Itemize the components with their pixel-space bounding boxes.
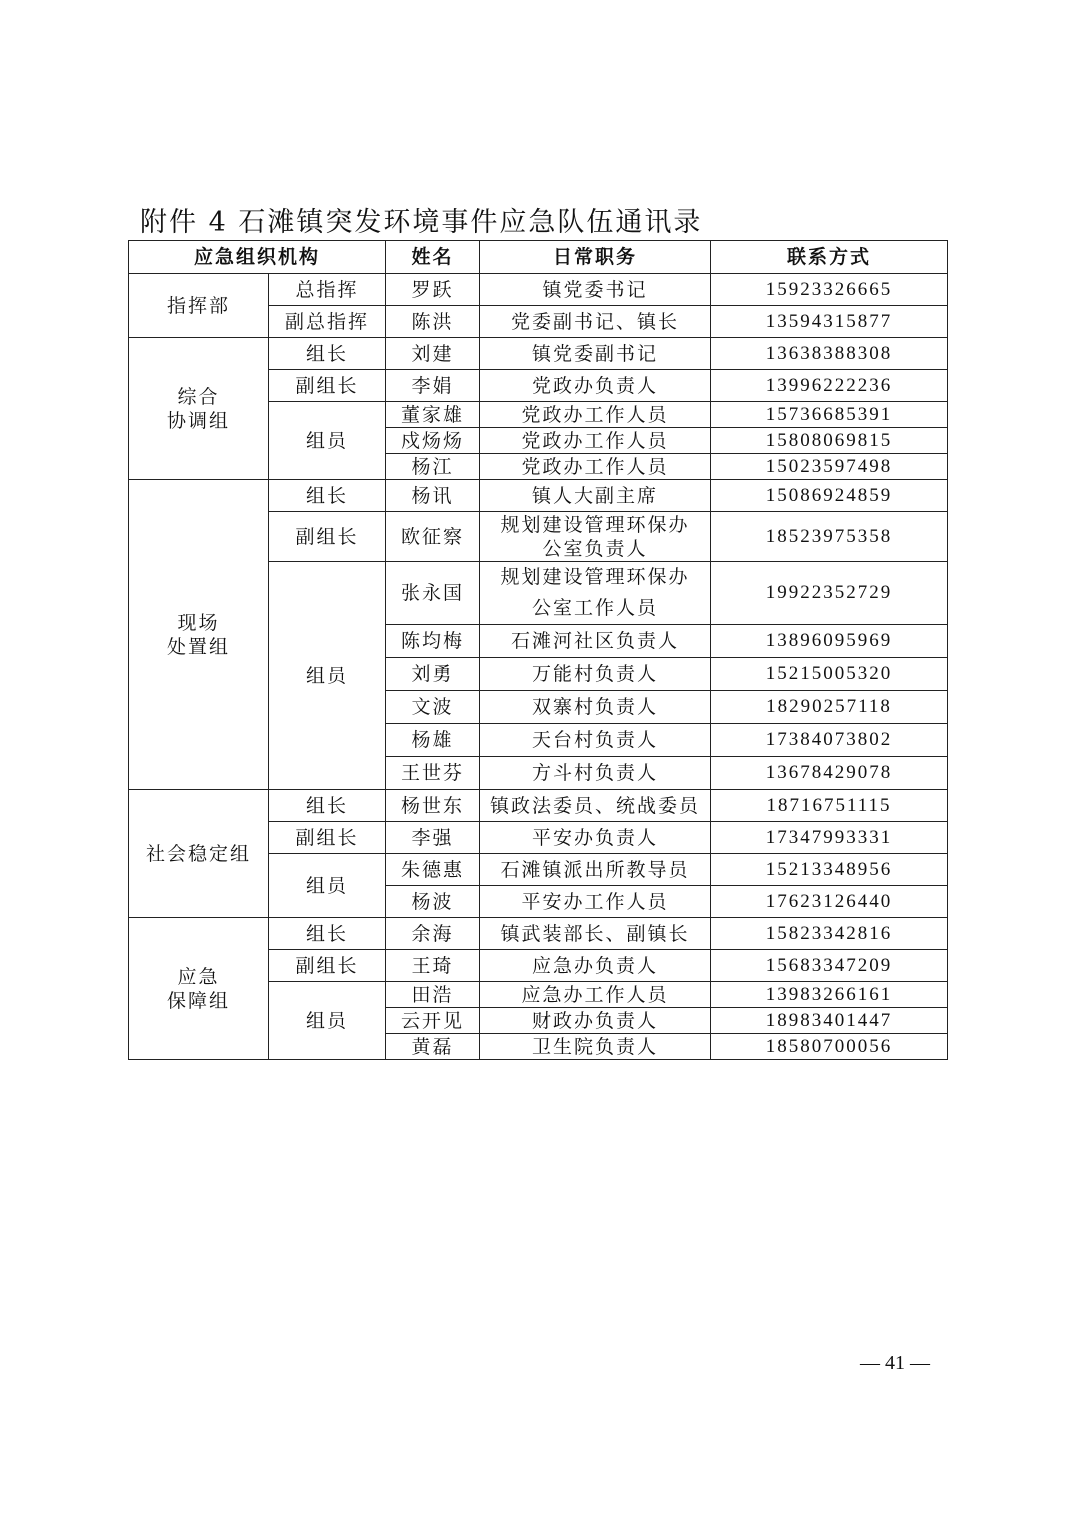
duty-cell: 万能村负责人 xyxy=(480,658,711,691)
duty-cell xyxy=(480,512,711,562)
duty-cell: 双寨村负责人 xyxy=(480,691,711,724)
role-cell: 副组长 xyxy=(269,512,386,562)
duty-line2: 公室负责人 xyxy=(542,537,648,560)
header-name: 姓名 xyxy=(386,241,480,274)
name-cell: 杨世东 xyxy=(386,790,480,822)
phone-cell: 15683347209 xyxy=(711,950,948,982)
document-title: 附件 4 石滩镇突发环境事件应急队伍通讯录 xyxy=(140,207,703,238)
name-cell: 云开见 xyxy=(386,1008,480,1034)
group-cell xyxy=(129,480,269,790)
phone-cell: 15086924859 xyxy=(711,480,948,512)
duty-cell: 应急办负责人 xyxy=(480,950,711,982)
name-cell: 朱德惠 xyxy=(386,854,480,886)
phone-cell: 13678429078 xyxy=(711,757,948,790)
duty-cell: 党政办工作人员 xyxy=(480,428,711,454)
duty-cell: 党政办负责人 xyxy=(480,370,711,402)
group-cell xyxy=(129,918,269,1060)
duty-cell: 石滩河社区负责人 xyxy=(480,625,711,658)
phone-cell: 18983401447 xyxy=(711,1008,948,1034)
name-cell: 李娟 xyxy=(386,370,480,402)
phone-cell: 13896095969 xyxy=(711,625,948,658)
phone-cell: 17623126440 xyxy=(711,886,948,918)
phone-cell: 18290257118 xyxy=(711,691,948,724)
phone-cell: 13638388308 xyxy=(711,338,948,370)
duty-cell: 党政办工作人员 xyxy=(480,454,711,480)
duty-line1: 规划建设管理环保办 xyxy=(500,566,690,588)
header-row xyxy=(129,241,948,274)
role-cell: 副组长 xyxy=(269,370,386,402)
table-row xyxy=(129,918,948,950)
header-duty: 日常职务 xyxy=(480,241,711,274)
role-cell: 组员 xyxy=(269,982,386,1060)
duty-cell: 镇党委书记 xyxy=(480,274,711,306)
duty-cell: 石滩镇派出所教导员 xyxy=(480,854,711,886)
phone-cell: 19922352729 xyxy=(711,562,948,625)
role-cell: 组长 xyxy=(269,918,386,950)
name-cell: 王世芬 xyxy=(386,757,480,790)
name-cell: 黄磊 xyxy=(386,1034,480,1060)
group-name-line1: 现场 xyxy=(177,611,220,634)
duty-cell: 镇武装部长、副镇长 xyxy=(480,918,711,950)
phone-cell: 17384073802 xyxy=(711,724,948,757)
group-cell xyxy=(129,338,269,480)
page-number: — 41 — xyxy=(860,1352,930,1374)
table-row xyxy=(129,338,948,370)
table-row xyxy=(129,790,948,822)
role-cell: 副总指挥 xyxy=(269,306,386,338)
duty-cell: 镇政法委员、统战委员 xyxy=(480,790,711,822)
group-name-line2: 处置组 xyxy=(166,635,230,658)
table-row xyxy=(129,274,948,306)
role-cell: 副组长 xyxy=(269,950,386,982)
header-phone: 联系方式 xyxy=(711,241,948,274)
name-cell: 杨波 xyxy=(386,886,480,918)
name-cell: 陈洪 xyxy=(386,306,480,338)
name-cell: 李强 xyxy=(386,822,480,854)
name-cell: 陈均梅 xyxy=(386,625,480,658)
name-cell: 罗跃 xyxy=(386,274,480,306)
duty-cell: 镇人大副主席 xyxy=(480,480,711,512)
name-cell: 刘勇 xyxy=(386,658,480,691)
name-cell: 张永国 xyxy=(386,562,480,625)
group-name-line2: 保障组 xyxy=(166,989,230,1012)
duty-cell: 平安办工作人员 xyxy=(480,886,711,918)
group-name-line2: 协调组 xyxy=(166,409,230,432)
name-cell: 戍炀炀 xyxy=(386,428,480,454)
contact-table xyxy=(128,240,948,1060)
duty-cell: 党委副书记、镇长 xyxy=(480,306,711,338)
phone-cell: 17347993331 xyxy=(711,822,948,854)
group-name-line1: 应急 xyxy=(177,965,220,988)
phone-cell: 13983266161 xyxy=(711,982,948,1008)
phone-cell: 13594315877 xyxy=(711,306,948,338)
group-cell: 指挥部 xyxy=(129,274,269,338)
duty-cell: 天台村负责人 xyxy=(480,724,711,757)
phone-cell: 18523975358 xyxy=(711,512,948,562)
phone-cell: 15215005320 xyxy=(711,658,948,691)
role-cell: 组员 xyxy=(269,402,386,480)
name-cell: 杨讯 xyxy=(386,480,480,512)
name-cell: 董家雄 xyxy=(386,402,480,428)
role-cell: 组员 xyxy=(269,562,386,790)
role-cell: 总指挥 xyxy=(269,274,386,306)
role-cell: 副组长 xyxy=(269,822,386,854)
name-cell: 文波 xyxy=(386,691,480,724)
name-cell: 田浩 xyxy=(386,982,480,1008)
header-org: 应急组织机构 xyxy=(129,241,386,274)
name-cell: 杨雄 xyxy=(386,724,480,757)
name-cell: 王琦 xyxy=(386,950,480,982)
duty-cell: 镇党委副书记 xyxy=(480,338,711,370)
phone-cell: 15923326665 xyxy=(711,274,948,306)
name-cell: 刘建 xyxy=(386,338,480,370)
duty-cell: 党政办工作人员 xyxy=(480,402,711,428)
name-cell: 欧征察 xyxy=(386,512,480,562)
role-cell: 组员 xyxy=(269,854,386,918)
phone-cell: 15808069815 xyxy=(711,428,948,454)
group-name-line1: 综合 xyxy=(177,385,220,408)
role-cell: 组长 xyxy=(269,480,386,512)
group-cell: 社会稳定组 xyxy=(129,790,269,918)
phone-cell: 18580700056 xyxy=(711,1034,948,1060)
name-cell: 余海 xyxy=(386,918,480,950)
duty-cell: 方斗村负责人 xyxy=(480,757,711,790)
phone-cell: 15823342816 xyxy=(711,918,948,950)
duty-cell: 平安办负责人 xyxy=(480,822,711,854)
duty-cell: 财政办负责人 xyxy=(480,1008,711,1034)
duty-cell: 应急办工作人员 xyxy=(480,982,711,1008)
name-cell: 杨江 xyxy=(386,454,480,480)
role-cell: 组长 xyxy=(269,338,386,370)
table-row xyxy=(129,480,948,512)
phone-cell: 15213348956 xyxy=(711,854,948,886)
duty-line2: 公室工作人员 xyxy=(532,597,659,619)
duty-cell: 卫生院负责人 xyxy=(480,1034,711,1060)
phone-cell: 18716751115 xyxy=(711,790,948,822)
duty-cell xyxy=(480,562,711,625)
role-cell: 组长 xyxy=(269,790,386,822)
phone-cell: 15023597498 xyxy=(711,454,948,480)
phone-cell: 15736685391 xyxy=(711,402,948,428)
duty-line1: 规划建设管理环保办 xyxy=(500,513,690,536)
phone-cell: 13996222236 xyxy=(711,370,948,402)
